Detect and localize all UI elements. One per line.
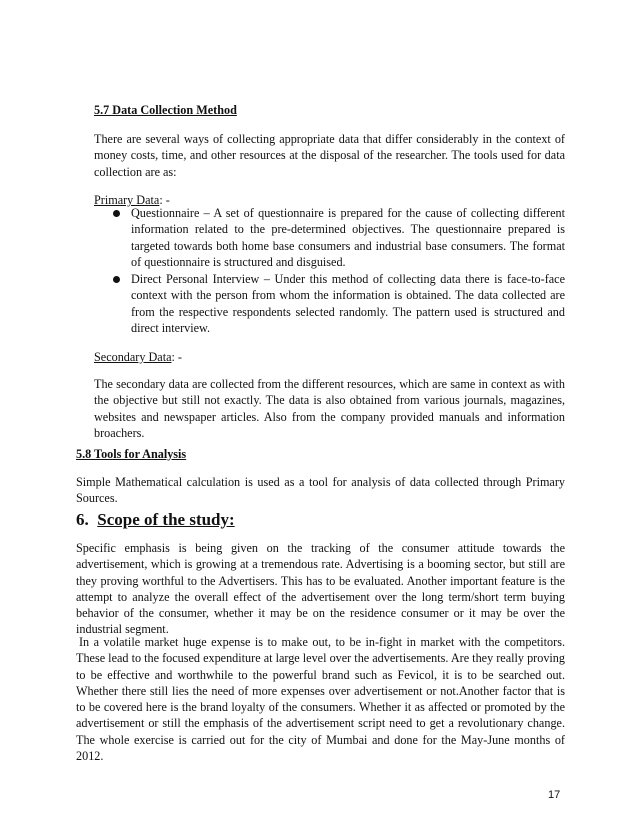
bullet-questionnaire: Questionnaire – A set of questionnaire is prepared for the cause of collecting different information related to the pre-determined objectives. The questionnaire prepared is targeted towards both home base consumers and industrial base consumers. The format of questionnaire is structured and disguised. [131,206,565,269]
primary-data-label: Primary Data [94,193,160,207]
section-6-title: Scope of the study: [97,510,235,529]
scope-paragraph-2: In a volatile market huge expense is to make out, to be in-fight in market with the competitors. These lead to the focused expenditure at large level over the advertisements. Are they really proving to be effective and worthwhile to the powerful brand such as Fevicol, it is to be searched out. Whether there still lies the need of more expenses over advertisement or not.Another factor that is to be covered here is the brand loyalty of the consumers. Whether it as affected or promoted by the advertisement or still the emphasis of the advertisement script need to get a revolutionary change. The whole exercise is carried out for the city of Mumbai and done for the May-June months of 2012. [76,635,565,764]
section-5-7-intro: There are several ways of collecting appropriate data that differ considerably in the context of money costs, time, and other resources at the disposal of the researcher. The tools used for data collection are as: [94,132,565,179]
section-5-8-text: Simple Mathematical calculation is used as a tool for analysis of data collected through Primary Sources. [76,475,565,506]
secondary-data-label: Secondary Data [94,350,172,364]
section-6-number: 6. [76,510,89,529]
bullet-direct-interview: Direct Personal Interview – Under this method of collecting data there is face-to-face context with the person from whom the information is obtained. The data collected are from the respective respondents selected randomly. The pattern used is structured and direct interview. [131,272,565,335]
section-5-7-heading: 5.7 Data Collection Method [94,103,237,117]
bullet-icon [113,276,120,283]
secondary-data-suffix: : - [171,350,182,364]
bullet-icon [113,210,120,217]
scope-paragraph-1: Specific emphasis is being given on the tracking of the consumer attitude towards the advertisement, which is growing at a tremendous rate. Advertising is a booming sector, but still are they proving worthful to the Advertisers. This has to be evaluated. Another important feature is the attempt to analyze the overall effect of the advertisement over the long term/short term buying behavior of the consumer, whether it may be on the residence consumer or it may be over the industrial segment. [76,541,565,637]
secondary-data-text: The secondary data are collected from the different resources, which are same in context as with the objective but still not exactly. The data is also obtained from various journals, magazines, websites and newspaper articles. Also from the company provided manuals and information broachers. [94,377,565,440]
section-5-8-heading: 5.8 Tools for Analysis [76,447,187,461]
primary-data-suffix: : - [159,193,170,207]
section-6-heading [76,510,476,530]
secondary-data-label-line [94,349,394,365]
page-number: 17 [548,789,561,801]
